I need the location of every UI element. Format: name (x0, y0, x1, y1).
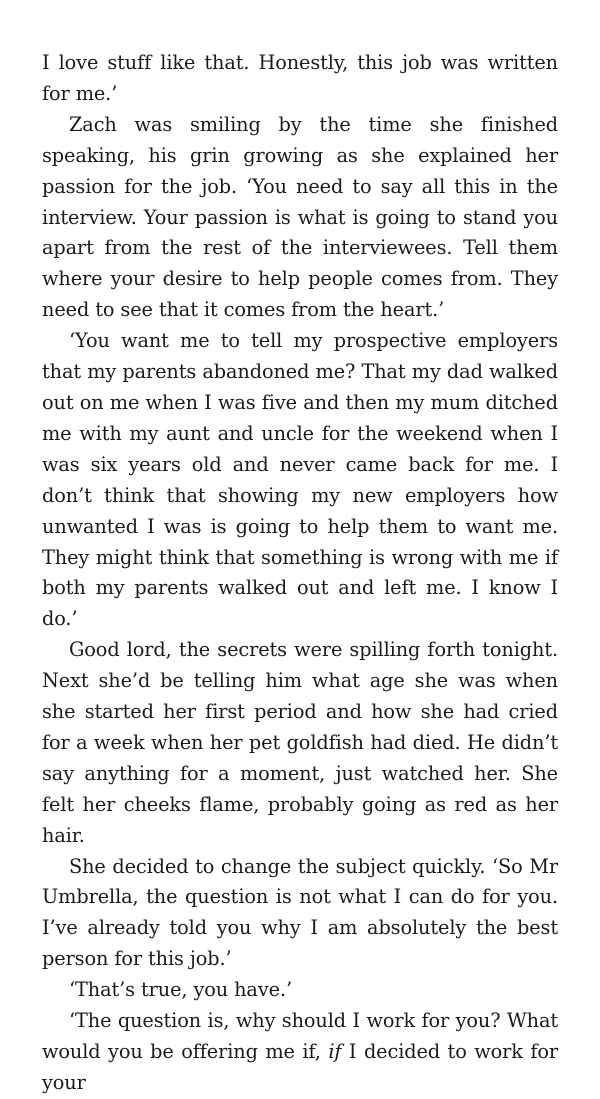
paragraph-6: ‘That’s true, you have.’ (69, 978, 292, 1002)
paragraph-1: I love stuff like that. Honestly, this job was written for me.’ (42, 51, 558, 105)
paragraph-7-start: ‘The question is, why should I work for you? What would you be offering me if, (42, 1009, 558, 1063)
paragraph-2: Zach was smiling by the time she finished speaking, his grin growing as she explained her passion for the job. ‘You need to say all this in the interview. Your passion is what is going to stand you apart from the rest of the interviewees. Tell them where your desire to help people comes from. They need to see that it comes from the heart.’ (42, 112, 558, 322)
paragraph-7-end: I decided to work for your (42, 1040, 558, 1094)
book-page (42, 48, 558, 1099)
paragraph-3: ‘You want me to tell my prospective employers that my parents abandoned me? That my dad walked out on me when I was five and then my mum ditched me with my aunt and uncle for the weekend when I was six years old and never came back for me. I don’t think that showing my new employers how unwanted I was is going to help them to want me. They might think that something is wrong with me if both my parents walked out and left me. I know I do.’ (42, 329, 558, 631)
paragraph-7 (42, 1006, 558, 1099)
paragraph-7-emphasis: if (328, 1040, 342, 1063)
paragraph-5: She decided to change the subject quickly. ‘So Mr Umbrella, the question is not what I can do for you. I’ve already told you why I am absolutely the best person for this job.’ (42, 854, 558, 971)
paragraph-4: Good lord, the secrets were spilling forth tonight. Next she’d be telling him what age she was when she started her first period and how she had cried for a week when her pet goldfish had died. He didn’t say anything for a moment, just watched her. She felt her cheeks flame, probably going as red as her hair. (42, 638, 558, 847)
